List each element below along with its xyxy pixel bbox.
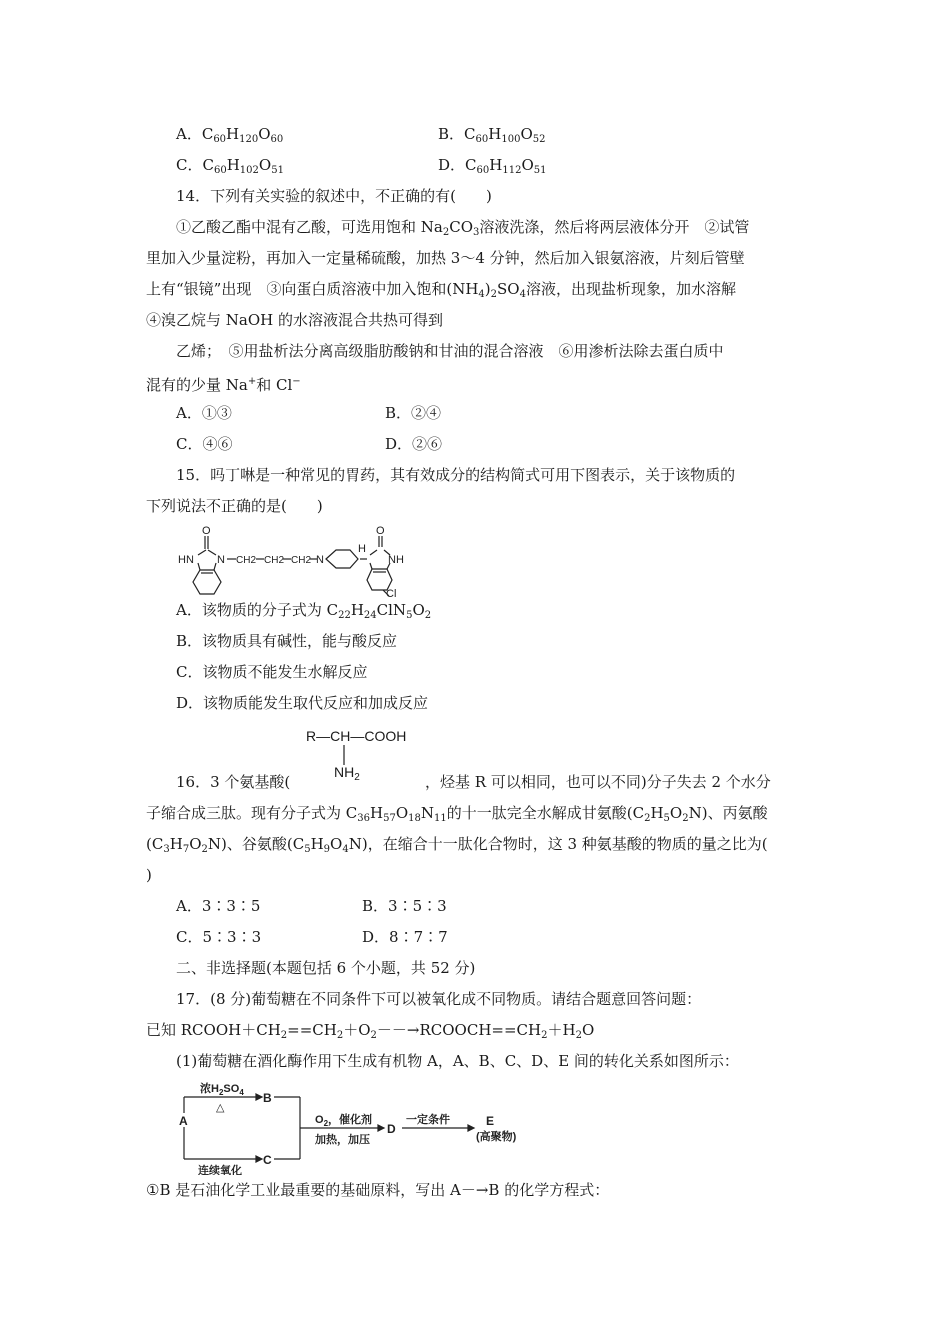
struct-ch2-3: CH2 <box>291 555 312 566</box>
struct-hn: HN <box>178 554 194 566</box>
q15-option-c: C．该物质不能发生水解反应 <box>176 663 368 681</box>
struct-cl: Cl <box>386 588 397 597</box>
diagram-a: A <box>179 1114 188 1128</box>
q17-line-4: ①B 是石油化学工业最重要的基础原料，写出 A－→B 的化学方程式： <box>146 1181 610 1199</box>
q16-line-3: $(C_3H_7O_2N)$、谷氨酸$(C_5H_9O_4N)$，在缩合十一肽化合物时，这 3 种氨基酸的物质的量之比为( <box>146 835 768 855</box>
cond-bd-top: $O_2$，催化剂 <box>315 1114 373 1128</box>
struct-o2: O <box>376 525 385 537</box>
q16-line-1b: ，烃基 R 可以相同，也可以不同)分子失去 2 个水分 <box>425 773 771 791</box>
q14-line-3: 上有“银镜”出现 ③向蛋白质溶液中加入饱和$(NH_4)_2SO_4$溶液，出现盐析现象，加水溶解 <box>146 280 736 300</box>
q16-line-4: ) <box>146 866 152 884</box>
struct-n1: N <box>217 554 225 566</box>
q15-option-d: D．该物质能发生取代反应和加成反应 <box>176 694 429 712</box>
cond-ac: 连续氧化 <box>198 1165 242 1175</box>
q16-option-d: D．8∶7∶7 <box>362 928 448 946</box>
q14-option-d: D．②⑥ <box>385 435 443 453</box>
q13-option-b: B．$C_{60}H_{100}O_{52}$ <box>438 125 546 145</box>
cond-de: 一定条件 <box>406 1114 450 1126</box>
section-2-heading: 二、非选择题(本题包括 6 个小题，共 52 分) <box>176 959 476 977</box>
q15-line-2: 下列说法不正确的是( ) <box>146 497 323 515</box>
q14-stem: 14．下列有关实验的叙述中，不正确的有( ) <box>176 187 492 205</box>
q16-line-1a: 16．3 个氨基酸( <box>176 773 291 791</box>
cond-ab-bottom: △ <box>216 1102 225 1114</box>
amino-acid-formula-bottom: $NH_2$ <box>334 764 360 783</box>
q17-line-1: 17．(8 分)葡萄糖在不同条件下可以被氧化成不同物质。请结合题意回答问题： <box>176 990 702 1008</box>
q16-line-2: 子缩合成三肽。现有分子式为 $C_{36}H_{57}O_{18}N_{11}$的十一肽完全水解成甘氨酸$(C_2H_5O_2N)$、丙氨酸 <box>146 804 768 824</box>
domperidone-structure <box>170 522 420 597</box>
diagram-e-note: (高聚物) <box>476 1131 517 1143</box>
struct-ch2-1: CH2 <box>236 555 257 566</box>
q13-option-c: C．$C_{60}H_{102}O_{51}$ <box>176 156 284 176</box>
q14-line-2: 里加入少量淀粉，再加入一定量稀硫酸，加热 3～4 分钟，然后加入银氨溶液，片刻后管壁 <box>146 249 745 267</box>
q13-option-d: D．$C_{60}H_{112}O_{51}$ <box>438 156 547 176</box>
q14-option-a: A．①③ <box>176 404 232 422</box>
amino-acid-formula-top: R—CH—COOH <box>306 728 407 744</box>
cond-ab-top: 浓$H_2SO_4$ <box>200 1083 244 1097</box>
conversion-diagram <box>170 1075 540 1175</box>
struct-o1: O <box>202 525 211 537</box>
diagram-c: C <box>263 1153 272 1167</box>
struct-h: H <box>358 543 366 555</box>
q14-line-5: 乙烯； ⑤用盐析法分离高级脂肪酸钠和甘油的混合溶液 ⑥用渗析法除去蛋白质中 <box>176 342 724 360</box>
q14-option-b: B．②④ <box>385 404 442 422</box>
q15-option-a: A．该物质的分子式为 $C_{22}H_{24}ClN_5O_2$ <box>176 601 432 621</box>
q17-line-3: (1)葡萄糖在酒化酶作用下生成有机物 A，A、B、C、D、E 间的转化关系如图所示： <box>176 1052 739 1070</box>
q16-option-a: A．3∶3∶5 <box>176 897 261 915</box>
q14-line-4: ④溴乙烷与 NaOH 的水溶液混合共热可得到 <box>146 311 443 329</box>
q14-option-c: C．④⑥ <box>176 435 233 453</box>
struct-nh: NH <box>388 554 404 566</box>
q17-line-2: 已知 $RCOOH+CH_2==CH_2+O_2--\to RCOOCH==CH_2+H_2O$ <box>146 1021 595 1041</box>
q15-line-1: 15．吗丁啉是一种常见的胃药，其有效成分的结构简式可用下图表示，关于该物质的 <box>176 466 736 484</box>
diagram-b: B <box>263 1091 272 1105</box>
q13-option-a: A．$C_{60}H_{120}O_{60}$ <box>176 125 284 145</box>
q16-option-b: B．3∶5∶3 <box>362 897 447 915</box>
q16-option-c: C．5∶3∶3 <box>176 928 262 946</box>
diagram-e: E <box>486 1114 495 1128</box>
struct-ch2-2: CH2 <box>264 555 285 566</box>
q15-option-b: B．该物质具有碱性，能与酸反应 <box>176 632 398 650</box>
diagram-d: D <box>387 1122 396 1136</box>
struct-n2: N <box>316 554 324 566</box>
q14-line-1: ①乙酸乙酯中混有乙酸，可选用饱和 $Na_2CO_3$溶液洗涤，然后将两层液体分开 ②试管 <box>176 218 750 238</box>
cond-bd-bottom: 加热，加压 <box>315 1134 370 1146</box>
q14-line-6: 混有的少量 Na+和 Cl− <box>146 376 301 394</box>
